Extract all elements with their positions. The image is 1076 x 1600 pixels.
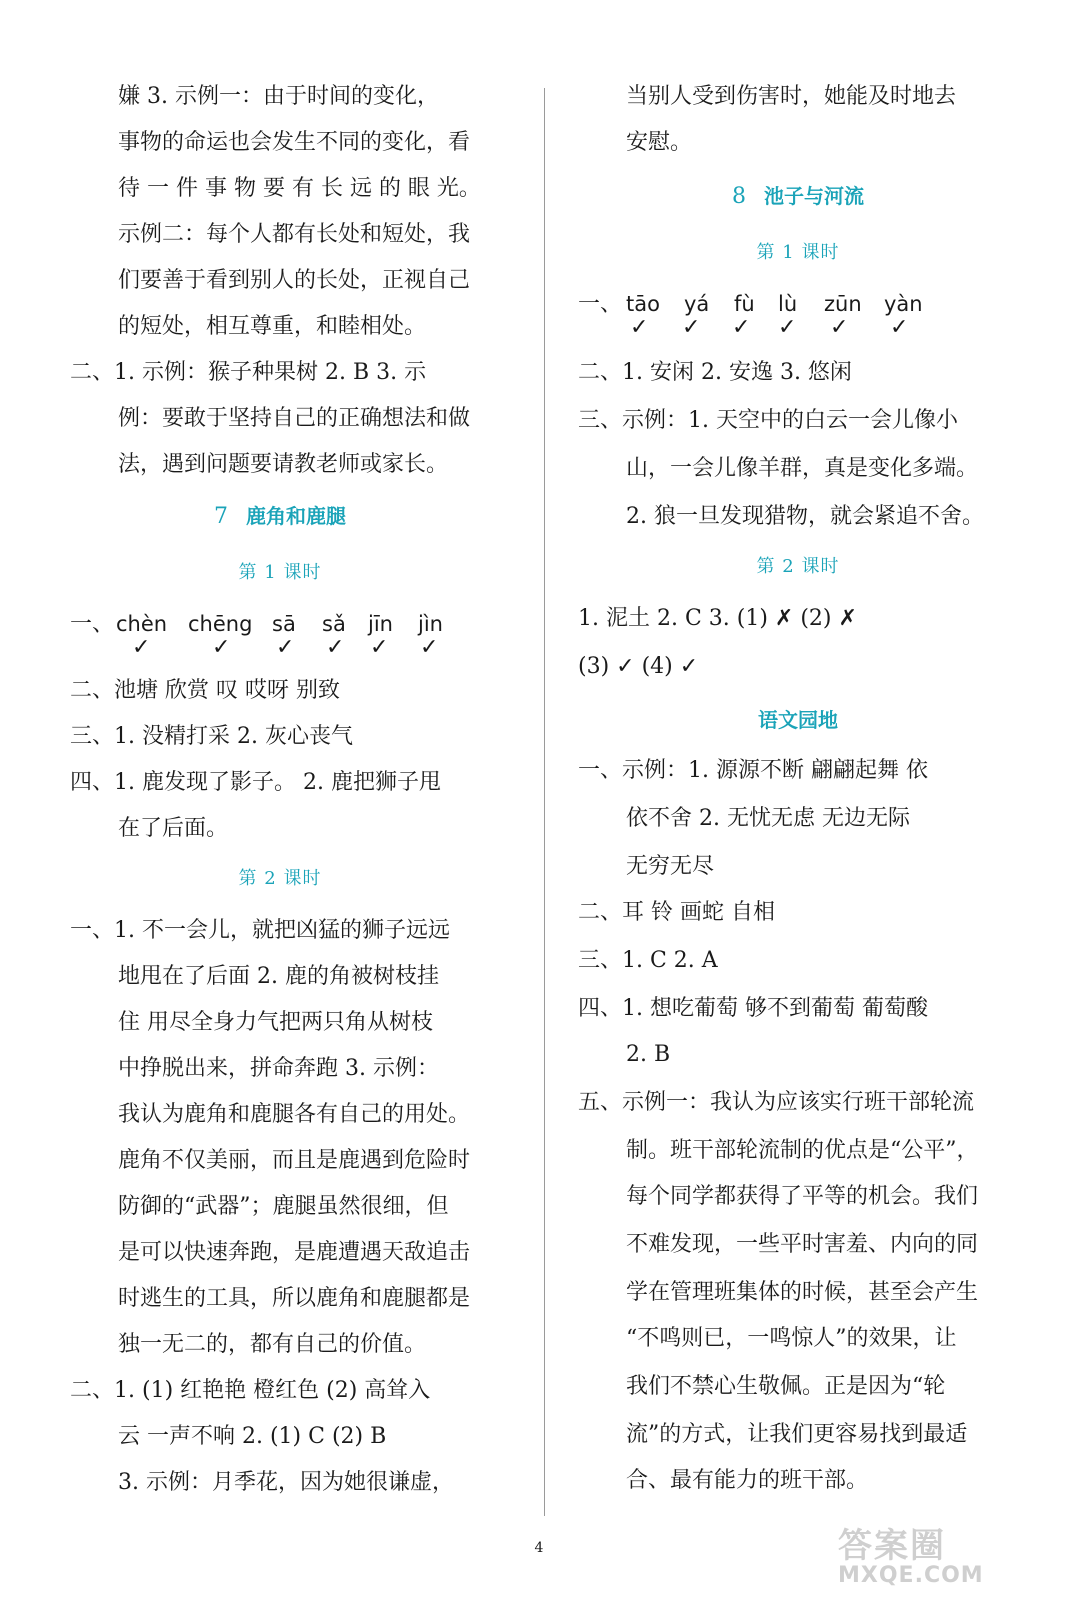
text-line: 的短处，相互尊重，和睦相处。	[118, 314, 427, 339]
text-line: “不鸣则已，一鸣惊人”的效果，让	[626, 1326, 957, 1351]
check-icon: ✓	[326, 635, 345, 660]
text-line: 四、1. 想吃葡萄 够不到葡萄 葡萄酸	[578, 996, 928, 1021]
check-icon: ✓	[830, 315, 849, 340]
text-line: 二、耳 铃 画蛇 自相	[578, 900, 775, 925]
text-line: 鹿角不仅美丽，而且是鹿遇到危险时	[118, 1148, 471, 1173]
text-line: 五、示例一：我认为应该实行班干部轮流	[578, 1090, 975, 1115]
pinyin: chèn	[116, 612, 168, 636]
text-line: 三、示例：1. 天空中的白云一会儿像小	[578, 408, 958, 433]
section-heading	[578, 182, 1018, 211]
item-label: 一、	[70, 612, 115, 637]
pinyin: yàn	[884, 292, 923, 316]
text-line: 3. 示例：月季花，因为她很谦虚，	[118, 1470, 454, 1495]
text-line: 三、1. C 2. A	[578, 948, 718, 973]
pinyin: fù	[734, 292, 755, 316]
text-line: 二、1. 示例：猴子种果树 2. B 3. 示	[70, 360, 427, 385]
text-line: 二、1. (1) 红艳艳 橙红色 (2) 高耸入	[70, 1378, 431, 1403]
text-line: 合、最有能力的班干部。	[626, 1468, 869, 1493]
pinyin: chēng	[188, 612, 253, 636]
text-line: 待 一 件 事 物 要 有 长 远 的 眼 光。	[118, 176, 481, 201]
pinyin: jìn	[418, 612, 443, 636]
section-title: 池子与河流	[764, 184, 864, 208]
text-line: 每个同学都获得了平等的机会。我们	[626, 1184, 979, 1209]
pinyin: sā	[272, 612, 296, 636]
check-icon: ✓	[212, 635, 231, 660]
check-icon: ✓	[370, 635, 389, 660]
text-line: 例：要敢于坚持自己的正确想法和做	[118, 406, 471, 431]
pinyin-row	[578, 290, 1048, 346]
column-divider	[544, 88, 545, 1516]
lesson-heading: 第 2 课时	[238, 868, 322, 889]
text-line: 法，遇到问题要请教老师或家长。	[118, 452, 449, 477]
lesson-heading: 第 2 课时	[756, 556, 840, 577]
text-line: (3) ✓ (4) ✓	[578, 654, 699, 679]
check-icon: ✓	[420, 635, 439, 660]
text-line: 四、1. 鹿发现了影子。 2. 鹿把狮子甩	[70, 770, 441, 795]
section-title: 鹿角和鹿腿	[246, 504, 346, 528]
text-line: 无穷无尽	[626, 854, 715, 879]
text-line: 独一无二的，都有自己的价值。	[118, 1332, 427, 1357]
pinyin: jīn	[368, 612, 393, 636]
text-line: 是可以快速奔跑，是鹿遭遇天敌追击	[118, 1240, 471, 1265]
text-line: 1. 泥土 2. C 3. (1) ✗ (2) ✗	[578, 606, 857, 631]
pinyin: yá	[684, 292, 710, 316]
text-line: 山，一会儿像羊群，真是变化多端。	[626, 456, 979, 481]
text-line: 防御的“武器”；鹿腿虽然很细，但	[118, 1194, 449, 1219]
text-line: 2. B	[626, 1042, 671, 1067]
check-icon: ✓	[132, 635, 151, 660]
text-line: 制。班干部轮流制的优点是“公平”，	[626, 1138, 979, 1163]
pinyin: tāo	[626, 292, 660, 316]
section-heading: 语文园地	[758, 708, 838, 732]
text-line: 不难发现，一些平时害羞、内向的同	[626, 1232, 979, 1257]
section-number: 7	[214, 504, 228, 529]
text-line: 嫌 3. 示例一：由于时间的变化，	[118, 84, 439, 109]
check-icon: ✓	[630, 315, 649, 340]
item-label: 一、	[578, 292, 623, 317]
lesson-heading: 第 1 课时	[238, 562, 322, 583]
text-line: 时逃生的工具，所以鹿角和鹿腿都是	[118, 1286, 471, 1311]
pinyin-row	[70, 610, 530, 666]
watermark-text: 答案圈	[838, 1526, 946, 1566]
text-line: 三、1. 没精打采 2. 灰心丧气	[70, 724, 353, 749]
section-heading	[60, 502, 500, 531]
text-line: 云 一声不响 2. (1) C (2) B	[118, 1424, 387, 1449]
pinyin: sǎ	[322, 612, 346, 636]
text-line: 中挣脱出来，拼命奔跑 3. 示例：	[118, 1056, 439, 1081]
pinyin: zūn	[824, 292, 862, 316]
check-icon: ✓	[276, 635, 295, 660]
watermark-url: MXQE.COM	[838, 1563, 984, 1588]
check-icon: ✓	[890, 315, 909, 340]
text-line: 一、1. 不一会儿，就把凶猛的狮子远远	[70, 918, 450, 943]
check-icon: ✓	[682, 315, 701, 340]
section-number: 8	[732, 184, 746, 209]
text-line: 依不舍 2. 无忧无虑 无边无际	[626, 806, 910, 831]
text-line: 示例二：每个人都有长处和短处，我	[118, 222, 471, 247]
text-line: 2. 狼一旦发现猎物，就会紧追不舍。	[626, 504, 984, 529]
lesson-heading: 第 1 课时	[756, 242, 840, 263]
text-line: 安慰。	[626, 130, 693, 155]
text-line: 二、1. 安闲 2. 安逸 3. 悠闲	[578, 360, 852, 385]
text-line: 地甩在了后面 2. 鹿的角被树枝挂	[118, 964, 439, 989]
text-line: 流”的方式，让我们更容易找到最适	[626, 1422, 968, 1447]
text-line: 当别人受到伤害时，她能及时地去	[626, 84, 957, 109]
text-line: 学在管理班集体的时候，甚至会产生	[626, 1280, 979, 1305]
text-line: 我认为鹿角和鹿腿各有自己的用处。	[118, 1102, 471, 1127]
watermark	[838, 1518, 1048, 1588]
text-line: 我们不禁心生敬佩。正是因为“轮	[626, 1374, 946, 1399]
text-line: 一、示例：1. 源源不断 翩翩起舞 依	[578, 758, 928, 783]
text-line: 们要善于看到别人的长处，正视自己	[118, 268, 471, 293]
page-number: 4	[534, 1540, 544, 1556]
check-icon: ✓	[778, 315, 797, 340]
check-icon: ✓	[732, 315, 751, 340]
text-line: 二、池塘 欣赏 叹 哎呀 别致	[70, 678, 340, 703]
text-line: 事物的命运也会发生不同的变化，看	[118, 130, 471, 155]
text-line: 在了后面。	[118, 816, 229, 841]
pinyin: lù	[778, 292, 798, 316]
text-line: 住 用尽全身力气把两只角从树枝	[118, 1010, 433, 1035]
